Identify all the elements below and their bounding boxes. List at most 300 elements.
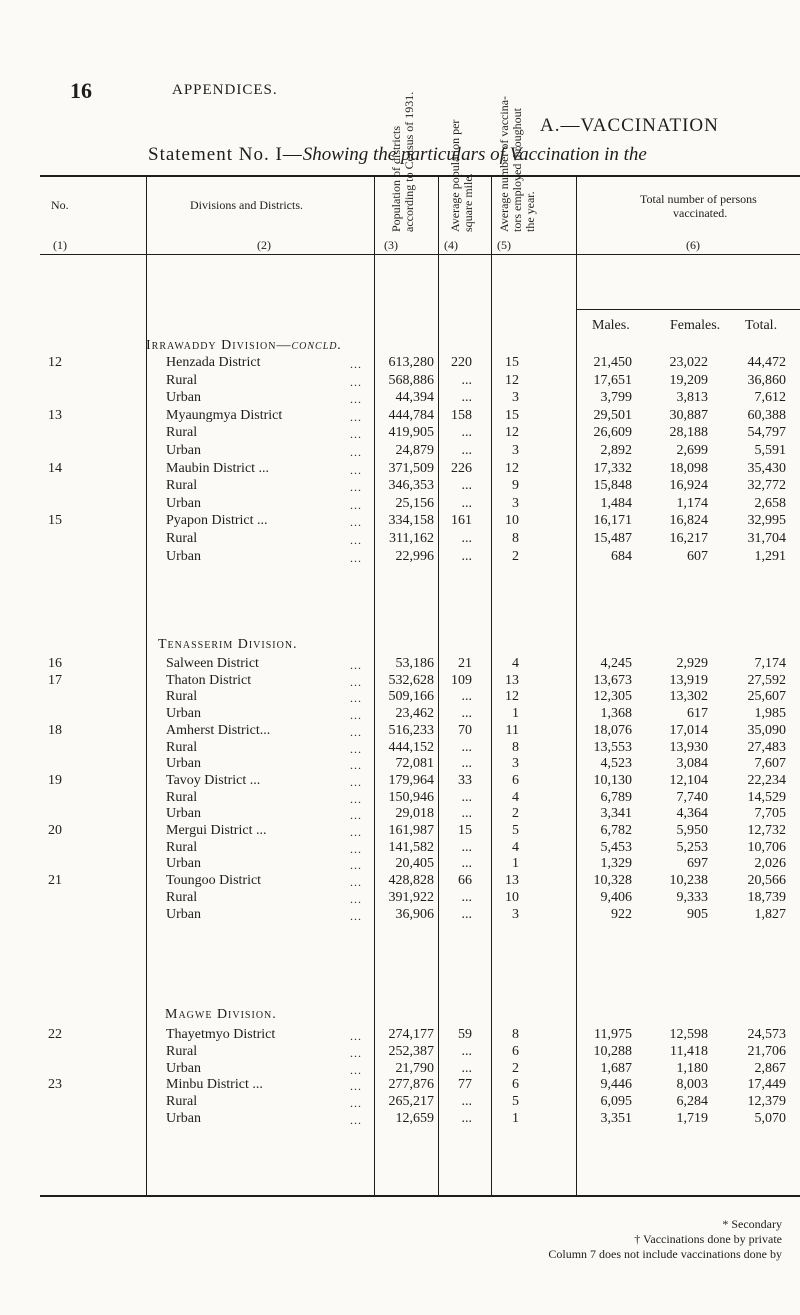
- leader-dots: ...: [350, 445, 362, 459]
- cell-males: 5,453: [600, 840, 632, 855]
- header-no: No.: [51, 198, 69, 212]
- leader-dots: ...: [350, 427, 362, 441]
- row-district-name: Toungoo District: [166, 873, 262, 888]
- cell-population: 23,462: [395, 706, 434, 721]
- cell-population: 72,081: [395, 756, 434, 771]
- row-number: 14: [48, 461, 62, 476]
- cell-males: 17,651: [593, 373, 632, 388]
- cell-males: 1,368: [600, 706, 632, 721]
- cell-total: 25,607: [747, 689, 786, 704]
- cell-avg-population: ...: [461, 856, 472, 871]
- cell-vaccinators: 2: [512, 549, 519, 564]
- cell-avg-population: ...: [461, 478, 472, 493]
- cell-population: 509,166: [388, 689, 434, 704]
- cell-males: 684: [611, 549, 632, 564]
- row-district-name: Myaungmya District: [166, 408, 283, 423]
- cell-vaccinators: 6: [512, 1077, 519, 1092]
- cell-males: 10,328: [593, 873, 632, 888]
- cell-total: 1,291: [754, 549, 786, 564]
- col-rule-4: [491, 175, 492, 1196]
- cell-total: 31,704: [747, 531, 786, 546]
- cell-females: 30,887: [669, 408, 708, 423]
- cell-avg-population: ...: [461, 531, 472, 546]
- cell-vaccinators: 4: [512, 790, 519, 805]
- cell-females: 1,180: [676, 1061, 708, 1076]
- cell-vaccinators: 15: [505, 408, 519, 423]
- row-district-name: Rural: [166, 890, 198, 905]
- row-district-name: Minbu District ...: [166, 1077, 263, 1092]
- cell-total: 7,174: [754, 656, 786, 671]
- row-district-name: Salween District: [166, 656, 259, 671]
- leader-dots: ...: [350, 658, 362, 672]
- row-district-name: Urban: [166, 856, 201, 871]
- cell-avg-population: 70: [458, 723, 472, 738]
- row-number: 17: [48, 673, 62, 688]
- cell-vaccinators: 1: [512, 706, 519, 721]
- cell-avg-population: ...: [461, 1094, 472, 1109]
- leader-dots: ...: [350, 909, 362, 923]
- cell-total: 54,797: [747, 425, 786, 440]
- cell-total: 12,379: [747, 1094, 786, 1109]
- leader-dots: ...: [350, 675, 362, 689]
- header-bottom-rule: [40, 254, 800, 255]
- cell-population: 568,886: [388, 373, 434, 388]
- cell-total: 1,827: [754, 907, 786, 922]
- cell-males: 4,523: [600, 756, 632, 771]
- cell-vaccinators: 8: [512, 531, 519, 546]
- cell-avg-population: 33: [458, 773, 472, 788]
- row-district-name: Henzada District: [166, 355, 261, 370]
- cell-females: 16,217: [669, 531, 708, 546]
- cell-females: 18,098: [669, 461, 708, 476]
- row-district-name: Urban: [166, 390, 201, 405]
- row-district-name: Urban: [166, 496, 201, 511]
- cell-females: 8,003: [676, 1077, 708, 1092]
- cell-vaccinators: 12: [505, 689, 519, 704]
- cell-avg-population: ...: [461, 740, 472, 755]
- cell-vaccinators: 1: [512, 856, 519, 871]
- header-population: Population of districts according to Census of 1931.: [389, 91, 416, 232]
- row-number: 15: [48, 513, 62, 528]
- section-heading-tenasserim: Tenasserim Division.: [158, 637, 298, 652]
- leader-dots: ...: [350, 1079, 362, 1093]
- cell-males: 6,095: [600, 1094, 632, 1109]
- cell-population: 12,659: [395, 1111, 434, 1126]
- leader-dots: ...: [350, 691, 362, 705]
- cell-population: 22,996: [395, 549, 434, 564]
- leader-dots: ...: [350, 480, 362, 494]
- row-district-name: Tavoy District ...: [166, 773, 261, 788]
- leader-dots: ...: [350, 1063, 362, 1077]
- footnote-secondary: * Secondary: [722, 1217, 782, 1231]
- cell-total: 10,706: [747, 840, 786, 855]
- cell-vaccinators: 2: [512, 1061, 519, 1076]
- leader-dots: ...: [350, 498, 362, 512]
- cell-females: 13,919: [669, 673, 708, 688]
- page-number: 16: [70, 78, 92, 103]
- cell-total: 7,612: [754, 390, 786, 405]
- leader-dots: ...: [350, 357, 362, 371]
- row-district-name: Rural: [166, 1094, 198, 1109]
- cell-males: 4,245: [600, 656, 632, 671]
- cell-females: 23,022: [669, 355, 708, 370]
- cell-vaccinators: 13: [505, 673, 519, 688]
- cell-males: 1,484: [600, 496, 632, 511]
- cell-females: 28,188: [669, 425, 708, 440]
- cell-males: 3,351: [600, 1111, 632, 1126]
- row-number: 18: [48, 723, 62, 738]
- cell-population: 334,158: [388, 513, 434, 528]
- cell-population: 179,964: [388, 773, 434, 788]
- row-district-name: Rural: [166, 689, 198, 704]
- header-divisions-num: (2): [257, 238, 271, 252]
- cell-females: 19,209: [669, 373, 708, 388]
- cell-vaccinators: 5: [512, 823, 519, 838]
- cell-males: 12,305: [593, 689, 632, 704]
- table-top-rule: [40, 175, 800, 177]
- cell-females: 12,598: [669, 1027, 708, 1042]
- cell-total: 35,430: [747, 461, 786, 476]
- cell-avg-population: 158: [451, 408, 472, 423]
- leader-dots: ...: [350, 392, 362, 406]
- section-title: A.—VACCINATION: [540, 115, 719, 136]
- cell-vaccinators: 3: [512, 443, 519, 458]
- row-number: 23: [48, 1077, 62, 1092]
- cell-males: 15,848: [593, 478, 632, 493]
- cell-total: 17,449: [747, 1077, 786, 1092]
- cell-total: 7,705: [754, 806, 786, 821]
- cell-males: 3,799: [600, 390, 632, 405]
- row-district-name: Thaton District: [166, 673, 252, 688]
- cell-males: 18,076: [593, 723, 632, 738]
- cell-females: 905: [687, 907, 708, 922]
- leader-dots: ...: [350, 1046, 362, 1060]
- cell-total: 24,573: [747, 1027, 786, 1042]
- cell-avg-population: ...: [461, 790, 472, 805]
- row-number: 13: [48, 408, 62, 423]
- cell-population: 20,405: [395, 856, 434, 871]
- cell-vaccinators: 12: [505, 425, 519, 440]
- cell-vaccinators: 9: [512, 478, 519, 493]
- cell-avg-population: 226: [451, 461, 472, 476]
- leader-dots: ...: [350, 1113, 362, 1127]
- cell-total: 22,234: [747, 773, 786, 788]
- cell-total: 36,860: [747, 373, 786, 388]
- cell-avg-population: 59: [458, 1027, 472, 1042]
- cell-females: 1,174: [676, 496, 708, 511]
- cell-population: 252,387: [388, 1044, 434, 1059]
- row-number: 21: [48, 873, 62, 888]
- cell-total: 32,995: [747, 513, 786, 528]
- cell-population: 44,394: [395, 390, 434, 405]
- leader-dots: ...: [350, 808, 362, 822]
- cell-population: 274,177: [388, 1027, 434, 1042]
- row-district-name: Rural: [166, 840, 198, 855]
- cell-vaccinators: 3: [512, 390, 519, 405]
- cell-total: 2,658: [754, 496, 786, 511]
- header-vaccinators: Average number of vaccina- tors employed throughout the year.: [497, 95, 537, 232]
- cell-vaccinators: 3: [512, 907, 519, 922]
- cell-avg-population: ...: [461, 1061, 472, 1076]
- leader-dots: ...: [350, 725, 362, 739]
- row-district-name: Urban: [166, 706, 201, 721]
- leader-dots: ...: [350, 842, 362, 856]
- header-total-vaccinated-1: Total number of persons: [640, 192, 757, 206]
- cell-population: 161,987: [388, 823, 434, 838]
- subheader-total: Total.: [745, 318, 778, 333]
- cell-population: 613,280: [388, 355, 434, 370]
- cell-males: 6,789: [600, 790, 632, 805]
- cell-total: 20,566: [747, 873, 786, 888]
- subheader-females: Females.: [670, 318, 721, 333]
- subheader-males: Males.: [592, 318, 630, 333]
- cell-females: 16,824: [669, 513, 708, 528]
- row-district-name: Pyapon District ...: [166, 513, 268, 528]
- cell-avg-population: ...: [461, 689, 472, 704]
- row-district-name: Urban: [166, 1061, 201, 1076]
- cell-females: 1,719: [676, 1111, 708, 1126]
- section-heading-magwe: Magwe Division.: [165, 1007, 277, 1022]
- subtitle-prefix: Statement No. I—: [148, 144, 303, 165]
- cell-males: 16,171: [593, 513, 632, 528]
- cell-vaccinators: 12: [505, 373, 519, 388]
- cell-males: 26,609: [593, 425, 632, 440]
- cell-males: 10,130: [593, 773, 632, 788]
- cell-avg-population: ...: [461, 890, 472, 905]
- leader-dots: ...: [350, 1096, 362, 1110]
- leader-dots: ...: [350, 892, 362, 906]
- row-number: 19: [48, 773, 62, 788]
- cell-females: 5,950: [676, 823, 708, 838]
- table-bottom-rule: [40, 1195, 800, 1197]
- cell-females: 607: [687, 549, 708, 564]
- header-avg-population-num: (4): [444, 238, 458, 252]
- cell-vaccinators: 3: [512, 756, 519, 771]
- row-district-name: Rural: [166, 425, 198, 440]
- leader-dots: ...: [350, 533, 362, 547]
- cell-females: 6,284: [676, 1094, 708, 1109]
- cell-population: 277,876: [388, 1077, 434, 1092]
- cell-females: 3,813: [676, 390, 708, 405]
- cell-total: 32,772: [747, 478, 786, 493]
- cell-females: 2,699: [676, 443, 708, 458]
- cell-total: 27,592: [747, 673, 786, 688]
- cell-vaccinators: 8: [512, 740, 519, 755]
- cell-avg-population: 66: [458, 873, 472, 888]
- cell-avg-population: ...: [461, 1111, 472, 1126]
- cell-males: 17,332: [593, 461, 632, 476]
- cell-vaccinators: 1: [512, 1111, 519, 1126]
- leader-dots: ...: [350, 792, 362, 806]
- row-number: 20: [48, 823, 62, 838]
- cell-avg-population: ...: [461, 443, 472, 458]
- cell-males: 29,501: [593, 408, 632, 423]
- cell-population: 265,217: [388, 1094, 434, 1109]
- cell-total: 2,867: [754, 1061, 786, 1076]
- cell-vaccinators: 6: [512, 1044, 519, 1059]
- leader-dots: ...: [350, 875, 362, 889]
- row-number: 22: [48, 1027, 62, 1042]
- leader-dots: ...: [350, 1029, 362, 1043]
- row-district-name: Rural: [166, 478, 198, 493]
- cell-avg-population: 15: [458, 823, 472, 838]
- cell-females: 2,929: [676, 656, 708, 671]
- cell-vaccinators: 15: [505, 355, 519, 370]
- cell-males: 2,892: [600, 443, 632, 458]
- cell-total: 18,739: [747, 890, 786, 905]
- cell-total: 35,090: [747, 723, 786, 738]
- row-district-name: Amherst District...: [166, 723, 271, 738]
- row-district-name: Rural: [166, 740, 198, 755]
- cell-vaccinators: 4: [512, 656, 519, 671]
- cell-males: 1,329: [600, 856, 632, 871]
- leader-dots: ...: [350, 551, 362, 565]
- cell-males: 13,673: [593, 673, 632, 688]
- cell-females: 10,238: [669, 873, 708, 888]
- cell-vaccinators: 10: [505, 890, 519, 905]
- cell-population: 311,162: [389, 531, 434, 546]
- cell-females: 3,084: [676, 756, 708, 771]
- cell-males: 3,341: [600, 806, 632, 821]
- cell-females: 7,740: [676, 790, 708, 805]
- header-vaccinators-num: (5): [497, 238, 511, 252]
- col-rule-3: [438, 175, 439, 1196]
- cell-population: 346,353: [388, 478, 434, 493]
- cell-females: 12,104: [669, 773, 708, 788]
- leader-dots: ...: [350, 708, 362, 722]
- header-population-num: (3): [384, 238, 398, 252]
- row-district-name: Mergui District ...: [166, 823, 267, 838]
- row-number: 16: [48, 656, 62, 671]
- row-district-name: Rural: [166, 373, 198, 388]
- cell-avg-population: 21: [458, 656, 472, 671]
- cell-avg-population: 220: [451, 355, 472, 370]
- cell-population: 532,628: [388, 673, 434, 688]
- cell-total: 14,529: [747, 790, 786, 805]
- cell-males: 922: [611, 907, 632, 922]
- cell-vaccinators: 2: [512, 806, 519, 821]
- row-district-name: Urban: [166, 907, 201, 922]
- cell-vaccinators: 10: [505, 513, 519, 528]
- cell-males: 10,288: [593, 1044, 632, 1059]
- cell-avg-population: ...: [461, 907, 472, 922]
- row-district-name: Urban: [166, 806, 201, 821]
- cell-population: 371,509: [388, 461, 434, 476]
- row-district-name: Rural: [166, 1044, 198, 1059]
- cell-avg-population: ...: [461, 390, 472, 405]
- cell-population: 428,828: [388, 873, 434, 888]
- subheader-rule: [576, 309, 800, 310]
- cell-avg-population: ...: [461, 1044, 472, 1059]
- col-rule-1: [146, 175, 147, 1196]
- cell-avg-population: ...: [461, 706, 472, 721]
- cell-males: 15,487: [593, 531, 632, 546]
- cell-total: 60,388: [747, 408, 786, 423]
- leader-dots: ...: [350, 758, 362, 772]
- cell-females: 11,418: [670, 1044, 708, 1059]
- cell-total: 7,607: [754, 756, 786, 771]
- row-district-name: Rural: [166, 531, 198, 546]
- header-no-num: (1): [53, 238, 67, 252]
- cell-vaccinators: 4: [512, 840, 519, 855]
- cell-population: 516,233: [388, 723, 434, 738]
- cell-population: 36,906: [395, 907, 434, 922]
- cell-avg-population: ...: [461, 496, 472, 511]
- header-total-vaccinated-2: vaccinated.: [673, 206, 728, 220]
- cell-females: 9,333: [676, 890, 708, 905]
- cell-population: 444,152: [388, 740, 434, 755]
- cell-total: 5,070: [754, 1111, 786, 1126]
- row-district-name: Urban: [166, 1111, 201, 1126]
- leader-dots: ...: [350, 858, 362, 872]
- header-avg-population: Average population per square mile.: [448, 119, 475, 232]
- cell-males: 21,450: [593, 355, 632, 370]
- cell-vaccinators: 5: [512, 1094, 519, 1109]
- cell-avg-population: ...: [461, 549, 472, 564]
- header-divisions: Divisions and Districts.: [190, 198, 303, 212]
- cell-females: 13,302: [669, 689, 708, 704]
- cell-population: 24,879: [395, 443, 434, 458]
- cell-avg-population: ...: [461, 840, 472, 855]
- cell-total: 21,706: [747, 1044, 786, 1059]
- leader-dots: ...: [350, 515, 362, 529]
- cell-vaccinators: 13: [505, 873, 519, 888]
- cell-vaccinators: 12: [505, 461, 519, 476]
- header-total-vaccinated-num: (6): [686, 238, 700, 252]
- cell-females: 617: [687, 706, 708, 721]
- cell-females: 16,924: [669, 478, 708, 493]
- row-district-name: Urban: [166, 443, 201, 458]
- cell-avg-population: 161: [451, 513, 472, 528]
- cell-population: 150,946: [388, 790, 434, 805]
- cell-females: 13,930: [669, 740, 708, 755]
- row-district-name: Maubin District ...: [166, 461, 270, 476]
- cell-females: 5,253: [676, 840, 708, 855]
- cell-population: 141,582: [388, 840, 434, 855]
- cell-vaccinators: 6: [512, 773, 519, 788]
- col-rule-2: [374, 175, 375, 1196]
- cell-females: 4,364: [676, 806, 708, 821]
- leader-dots: ...: [350, 410, 362, 424]
- cell-males: 9,446: [600, 1077, 632, 1092]
- row-district-name: Urban: [166, 756, 201, 771]
- cell-total: 27,483: [747, 740, 786, 755]
- cell-total: 5,591: [754, 443, 786, 458]
- col-rule-5: [576, 175, 577, 1196]
- cell-avg-population: ...: [461, 425, 472, 440]
- row-district-name: Rural: [166, 790, 198, 805]
- cell-total: 44,472: [747, 355, 786, 370]
- cell-males: 6,782: [600, 823, 632, 838]
- cell-males: 9,406: [600, 890, 632, 905]
- cell-females: 697: [687, 856, 708, 871]
- cell-females: 17,014: [669, 723, 708, 738]
- cell-total: 12,732: [747, 823, 786, 838]
- cell-vaccinators: 3: [512, 496, 519, 511]
- leader-dots: ...: [350, 775, 362, 789]
- cell-avg-population: 109: [451, 673, 472, 688]
- cell-males: 1,687: [600, 1061, 632, 1076]
- row-number: 12: [48, 355, 62, 370]
- cell-population: 444,784: [388, 408, 434, 423]
- cell-males: 13,553: [593, 740, 632, 755]
- row-district-name: Urban: [166, 549, 201, 564]
- cell-avg-population: 77: [458, 1077, 472, 1092]
- cell-vaccinators: 8: [512, 1027, 519, 1042]
- footnote-private: † Vaccinations done by private: [634, 1232, 782, 1246]
- leader-dots: ...: [350, 742, 362, 756]
- cell-population: 25,156: [395, 496, 434, 511]
